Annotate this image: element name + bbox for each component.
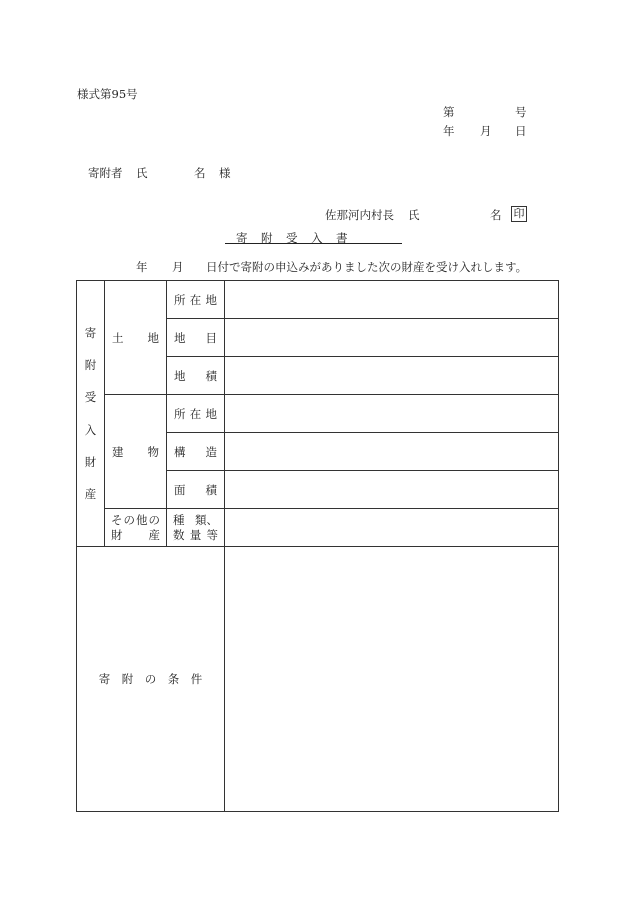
date-day: 日 xyxy=(515,124,527,138)
other-property-category xyxy=(105,509,167,547)
donated-property-char-1: 寄 xyxy=(84,325,97,340)
quantity-char-3: 等 xyxy=(206,527,218,542)
building-char-2: 物 xyxy=(147,444,159,459)
building-structure-char-2: 造 xyxy=(205,444,217,459)
land-category xyxy=(105,281,167,395)
donated-property-char-6: 産 xyxy=(84,486,97,501)
land-category-type-field[interactable] xyxy=(225,319,559,357)
donation-property-table xyxy=(76,280,559,812)
body-month: 月 xyxy=(172,260,184,274)
document-title: 寄 附 受 入 書 xyxy=(236,231,349,245)
land-location-char-3: 地 xyxy=(205,292,217,307)
building-structure-field[interactable] xyxy=(225,433,559,471)
issuer-name-prefix: 氏 xyxy=(408,208,420,222)
document-number-suffix: 号 xyxy=(515,105,527,119)
issuer-title: 佐那河内村長 xyxy=(325,208,394,222)
building-location-field[interactable] xyxy=(225,395,559,433)
building-location-char-3: 地 xyxy=(205,406,217,421)
kind-quantity-field[interactable] xyxy=(225,509,559,547)
land-location-char-2: 在 xyxy=(189,292,202,307)
land-type-char-2: 目 xyxy=(205,330,217,345)
building-location-char-2: 在 xyxy=(189,406,202,421)
land-area-char-1: 地 xyxy=(174,368,186,383)
seal-mark: 印 xyxy=(511,206,527,222)
kind-quantity-label xyxy=(167,509,225,547)
other-char-6: 産 xyxy=(148,527,160,542)
building-area-char-2: 積 xyxy=(205,482,217,497)
kind-char-2: 類、 xyxy=(195,512,218,527)
land-type-char-1: 地 xyxy=(174,330,186,345)
donor-honorific: 様 xyxy=(219,166,231,180)
land-char-2: 地 xyxy=(147,330,159,345)
quantity-char-1: 数 xyxy=(173,527,185,542)
building-area-label xyxy=(167,471,225,509)
document-number-prefix: 第 xyxy=(443,105,455,119)
building-area-char-1: 面 xyxy=(174,482,186,497)
donated-property-char-3: 受 xyxy=(84,390,97,405)
building-structure-char-1: 構 xyxy=(174,444,186,459)
donation-conditions-label xyxy=(77,547,225,812)
body-year: 年 xyxy=(136,260,148,274)
date-year: 年 xyxy=(443,124,455,138)
form-number: 様式第95号 xyxy=(77,87,138,101)
building-char-1: 建 xyxy=(112,444,124,459)
donor-name-suffix: 名 xyxy=(194,166,206,180)
land-location-field[interactable] xyxy=(225,281,559,319)
building-location-char-1: 所 xyxy=(174,406,186,421)
other-char-3: 他 xyxy=(136,512,148,527)
date-month: 月 xyxy=(480,124,492,138)
building-area-field[interactable] xyxy=(225,471,559,509)
building-category xyxy=(105,395,167,509)
donated-property-char-2: 附 xyxy=(84,358,97,373)
title-underline xyxy=(225,243,402,244)
donation-conditions-field[interactable] xyxy=(225,547,559,812)
donor-name-prefix: 氏 xyxy=(136,166,148,180)
building-location-label xyxy=(167,395,225,433)
kind-char-1: 種 xyxy=(173,512,185,527)
land-area-label xyxy=(167,357,225,395)
land-area-char-2: 積 xyxy=(205,368,217,383)
other-char-4: の xyxy=(148,512,160,527)
land-char-1: 土 xyxy=(112,330,124,345)
issuer-name-suffix: 名 xyxy=(490,208,502,222)
land-category-type-label xyxy=(167,319,225,357)
other-char-5: 財 xyxy=(111,527,123,542)
land-area-field[interactable] xyxy=(225,357,559,395)
donated-property-char-5: 財 xyxy=(84,454,97,469)
quantity-char-2: 量 xyxy=(189,527,202,542)
building-structure-label xyxy=(167,433,225,471)
donated-property-label xyxy=(77,281,105,547)
donated-property-char-4: 入 xyxy=(84,422,97,437)
land-location-char-1: 所 xyxy=(174,292,186,307)
land-location-label xyxy=(167,281,225,319)
other-char-2: の xyxy=(123,512,135,527)
other-char-1: そ xyxy=(111,512,123,527)
body-sentence: 日付で寄附の申込みがありました次の財産を受け入れします。 xyxy=(206,260,528,274)
donation-conditions-text: 寄 附 の 条 件 xyxy=(98,672,203,686)
donor-label: 寄附者 xyxy=(88,166,123,180)
